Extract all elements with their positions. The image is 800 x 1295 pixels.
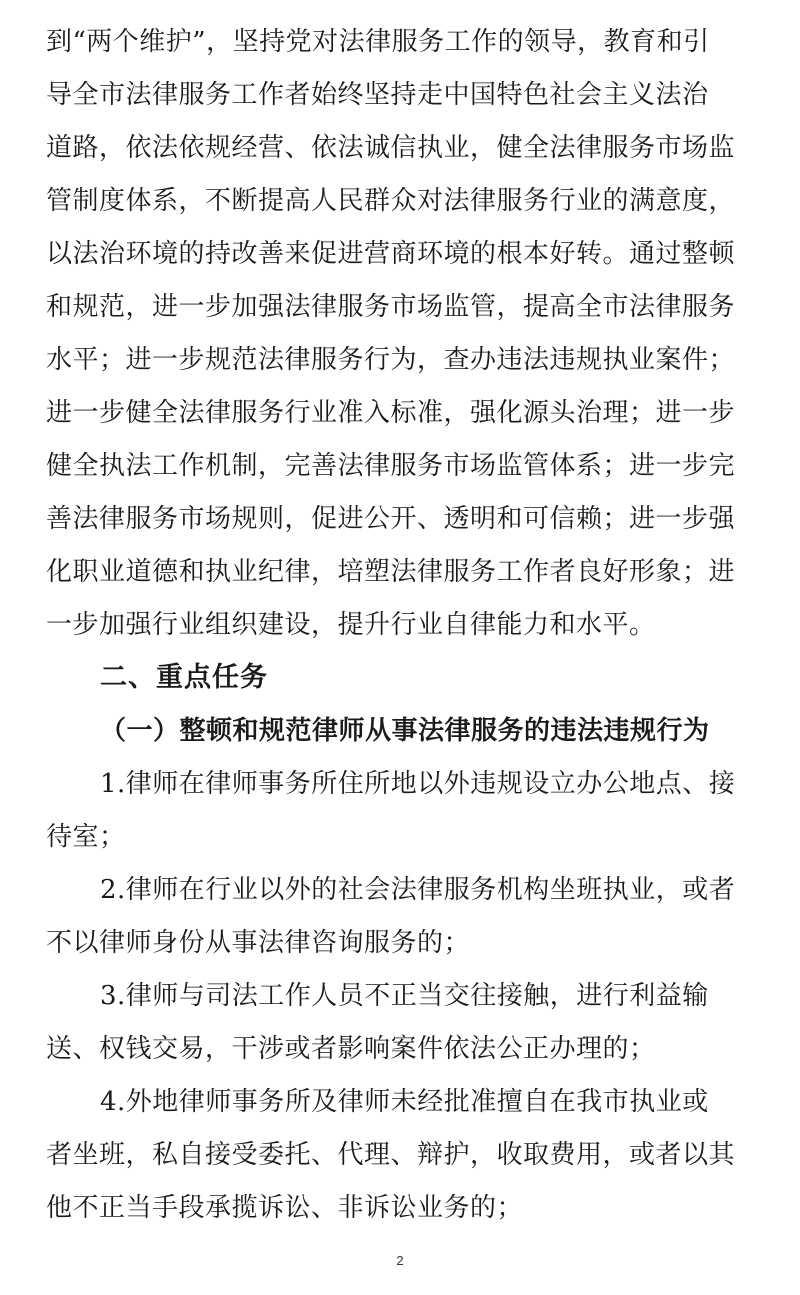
text-line: 健全执法工作机制，完善法律服务市场监管体系；进一步完 [46,451,736,481]
item-continuation-line: 他不正当手段承揽诉讼、非诉讼业务的； [46,1193,524,1223]
page-number: 2 [396,1253,404,1268]
item-first-line: 1.律师在律师事务所住所地以外违规设立办公地点、接 [100,769,736,799]
text-line: 化职业道德和执业纪律，培塑法律服务工作者良好形象；进 [46,557,736,587]
item-first-line: 2.律师在行业以外的社会法律服务机构坐班执业，或者 [100,875,736,905]
item-continuation-line: 送、权钱交易，干涉或者影响案件依法公正办理的； [46,1034,656,1064]
text-line: 进一步健全法律服务行业准入标准，强化源头治理；进一步 [46,398,736,428]
item-continuation-line: 者坐班，私自接受委托、代理、辩护，收取费用，或者以其 [46,1140,736,1170]
text-line: 善法律服务市场规则，促进公开、透明和可信赖；进一步强 [46,504,736,534]
item-continuation-line: 待室； [46,822,126,852]
item-first-line: 4.外地律师事务所及律师未经批准擅自在我市执业或 [100,1087,709,1117]
text-line: 和规范，进一步加强法律服务市场监管，提高全市法律服务 [46,292,736,322]
text-line: 以法治环境的持改善来促进营商环境的根本好转。通过整顿 [46,239,736,269]
text-line: 道路，依法依规经营、依法诚信执业，健全法律服务市场监 [46,133,736,163]
section-heading: 二、重点任务 [100,662,268,693]
item-first-line: 3.律师与司法工作人员不正当交往接触，进行利益输 [100,981,709,1011]
text-line: 到“两个维护”，坚持党对法律服务工作的领导，教育和引 [46,27,710,57]
text-line: 管制度体系，不断提高人民群众对法律服务行业的满意度， [46,186,736,216]
text-line: 水平；进一步规范法律服务行为，查办违法违规执业案件； [46,345,736,375]
subsection-heading: （一）整顿和规范律师从事法律服务的违法违规行为 [100,716,710,746]
text-line: 一步加强行业组织建设，提升行业自律能力和水平。 [46,610,656,640]
item-continuation-line: 不以律师身份从事法律咨询服务的； [46,928,471,958]
text-line: 导全市法律服务工作者始终坚持走中国特色社会主义法治 [46,80,709,110]
